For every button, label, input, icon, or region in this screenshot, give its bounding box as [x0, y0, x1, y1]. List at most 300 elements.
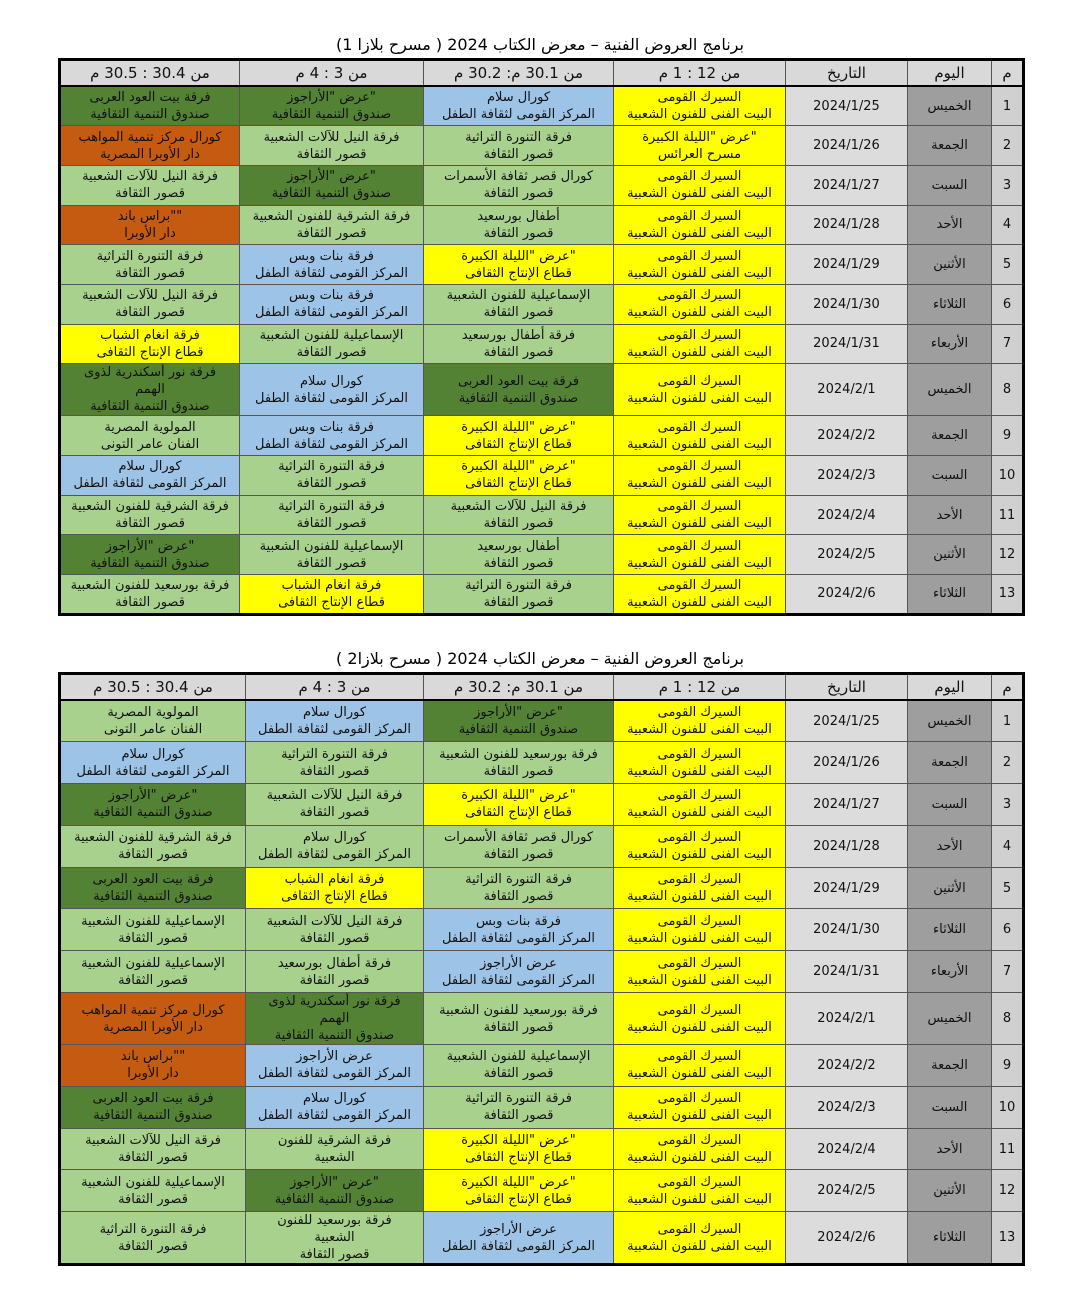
performance-cell [240, 86, 424, 126]
performance-organizer: البيت الفنى للفنون الشعبية [627, 305, 772, 321]
performance-name: فرقة انغام الشباب [284, 872, 385, 888]
performance-organizer: قصور الثقافة [115, 186, 185, 202]
performance-organizer: دار الأوبرا [127, 1066, 179, 1082]
performance-name: فرقة بنات وبس [288, 288, 375, 304]
performance-organizer: البيت الفنى للفنون الشعبية [627, 390, 772, 406]
performance-cell [60, 456, 240, 496]
header-date: التاريخ [786, 674, 908, 701]
performance-cell [614, 784, 786, 826]
schedule-title: برنامج العروض الفنية – معرض الكتاب 2024 ( مسرح بلازا 1) [336, 35, 744, 54]
row-number: 4 [992, 205, 1024, 245]
performance-name: فرقة التنورة التراثية [465, 577, 572, 593]
performance-name: "عرض "الليلة الكبيرة [461, 459, 576, 475]
header-time-1: من 12 : 1 م [614, 60, 786, 87]
performance-organizer: المركز القومى لثقافة الطفل [442, 1238, 595, 1254]
performance-cell [614, 1045, 786, 1087]
row-day: السبت [908, 456, 992, 496]
header-num: م [992, 674, 1024, 701]
performance-name: فرقة الشرقية للفنون الشعبية [74, 830, 232, 846]
performance-cell [424, 825, 614, 867]
row-day: الثلاثاء [908, 575, 992, 615]
performance-organizer: قطاع الإنتاج الثقافى [465, 805, 572, 821]
performance-name: السيرك القومى [657, 830, 742, 846]
performance-organizer: قصور الثقافة [296, 516, 367, 532]
performance-name: فرقة بيت العود العربى [92, 872, 214, 888]
performance-organizer: قصور الثقافة [299, 1247, 370, 1263]
performance-organizer: قصور الثقافة [296, 225, 367, 241]
schedule-row [60, 1086, 1024, 1128]
schedule-row [60, 867, 1024, 909]
schedule-title: برنامج العروض الفنية – معرض الكتاب 2024 ( مسرح بلازا2 ) [336, 649, 744, 668]
performance-cell [424, 909, 614, 951]
performance-organizer: قصور الثقافة [115, 594, 185, 610]
row-day: الجمعة [908, 416, 992, 456]
performance-organizer: البيت الفنى للفنون الشعبية [627, 1066, 772, 1082]
performance-cell [614, 867, 786, 909]
performance-name: كورال سلام [302, 1091, 367, 1107]
performance-organizer: قصور الثقافة [483, 594, 554, 610]
row-date: 2024/1/28 [786, 825, 908, 867]
performance-organizer: المركز القومى لثقافة الطفل [255, 390, 408, 406]
performance-organizer: البيت الفنى للفنون الشعبية [627, 225, 772, 241]
performance-name: فرقة الشرقية للفنون الشعبية [252, 208, 411, 224]
performance-cell [424, 1086, 614, 1128]
performance-name: فرقة بنات وبس [288, 248, 375, 264]
performance-cell [246, 1128, 424, 1170]
performance-organizer: الفنان عامر التونى [100, 436, 200, 452]
performance-organizer: البيت الفنى للفنون الشعبية [627, 107, 772, 123]
performance-organizer: البيت الفنى للفنون الشعبية [627, 722, 772, 738]
performance-name: كورال سلام [486, 90, 551, 106]
performance-cell [614, 1086, 786, 1128]
performance-organizer: قصور الثقافة [483, 1108, 554, 1124]
performance-organizer: قصور الثقافة [118, 1150, 188, 1166]
row-date: 2024/1/26 [786, 742, 908, 784]
performance-organizer: قطاع الإنتاج الثقافى [465, 265, 572, 281]
performance-organizer: البيت الفنى للفنون الشعبية [627, 555, 772, 571]
performance-name: كورال سلام [299, 373, 364, 389]
performance-name: فرقة النيل للآلات الشعبية [266, 913, 403, 929]
performance-organizer: قطاع الإنتاج الثقافى [278, 594, 385, 610]
row-number: 3 [992, 165, 1024, 205]
performance-name: السيرك القومى [657, 288, 742, 304]
row-date: 2024/1/29 [786, 867, 908, 909]
schedule-block-plaza-1 [58, 34, 1022, 626]
performance-cell [60, 1170, 246, 1212]
performance-organizer: البيت الفنى للفنون الشعبية [627, 889, 772, 905]
performance-organizer: قصور الثقافة [118, 1191, 188, 1207]
performance-name: فرقة التنورة التراثية [465, 872, 572, 888]
performance-organizer: صندوق التنمية الثقافية [271, 107, 392, 123]
performance-organizer: المركز القومى لثقافة الطفل [255, 305, 408, 321]
performance-name: الإسماعيلية للفنون الشعبية [446, 1049, 591, 1065]
performance-organizer: الشعبية [314, 1150, 355, 1166]
performance-name: كورال مركز تنمية المواهب [78, 129, 222, 145]
performance-name: فرقة التنورة التراثية [278, 459, 385, 475]
row-number: 6 [992, 909, 1024, 951]
performance-cell [614, 825, 786, 867]
performance-name: أطفال بورسعيد [477, 538, 560, 554]
performance-name: فرقة أطفال بورسعيد [277, 955, 392, 971]
row-date: 2024/1/31 [786, 951, 908, 993]
performance-organizer: صندوق التنمية الثقافية [274, 1191, 395, 1207]
row-day: الأثنين [908, 535, 992, 575]
performance-cell [424, 456, 614, 496]
row-number: 13 [992, 575, 1024, 615]
performance-name: فرقة بورسعيد للفنون الشعبية [439, 746, 598, 762]
schedule-table [58, 58, 1025, 616]
performance-name: الإسماعيلية للفنون الشعبية [81, 955, 225, 971]
performance-organizer: دار الأوبرا [124, 225, 176, 241]
performance-organizer: صندوق التنمية الثقافية [93, 889, 213, 905]
row-day: الثلاثاء [908, 1212, 992, 1265]
performance-name: فرقة التنورة التراثية [465, 1091, 572, 1107]
performance-name: ""براس باند [117, 208, 183, 224]
row-date: 2024/2/6 [786, 1212, 908, 1265]
row-number: 12 [992, 1170, 1024, 1212]
performance-organizer: مسرح العرائس [657, 146, 742, 162]
performance-name: السيرك القومى [657, 373, 742, 389]
row-number: 8 [992, 364, 1024, 416]
performance-organizer: البيت الفنى للفنون الشعبية [627, 186, 772, 202]
header-time-2: من 30.1 م: 30.2 م [424, 674, 614, 701]
performance-name: "عرض "الليلة الكبيرة [461, 788, 576, 804]
performance-cell [424, 1212, 614, 1265]
header-date: التاريخ [786, 60, 908, 87]
performance-cell [246, 951, 424, 993]
schedule-row [60, 205, 1024, 245]
schedule-row [60, 324, 1024, 364]
performance-name: كورال مركز تنمية المواهب [81, 1002, 225, 1018]
schedule-row [60, 784, 1024, 826]
performance-name: الإسماعيلية للفنون الشعبية [81, 913, 225, 929]
row-day: السبت [908, 165, 992, 205]
row-number: 2 [992, 126, 1024, 166]
header-time-2: من 30.1 م: 30.2 م [424, 60, 614, 87]
performance-name: "عرض "الأراجوز [108, 788, 198, 804]
performance-organizer: صندوق التنمية الثقافية [271, 186, 392, 202]
performance-cell [614, 1128, 786, 1170]
performance-name: السيرك القومى [657, 169, 742, 185]
performance-organizer: صندوق التنمية الثقافية [458, 390, 579, 406]
performance-name: فرقة بورسعيد للفنون الشعبية [439, 1002, 598, 1018]
performance-organizer: البيت الفنى للفنون الشعبية [627, 1108, 772, 1124]
row-day: الخميس [908, 993, 992, 1045]
schedule-row [60, 126, 1024, 166]
performance-organizer: قصور الثقافة [483, 305, 554, 321]
schedule-body [60, 700, 1024, 1265]
performance-name: "عرض "الأراجوز [290, 1174, 379, 1190]
row-date: 2024/2/4 [786, 495, 908, 535]
row-day: الثلاثاء [908, 909, 992, 951]
performance-cell [614, 909, 786, 951]
performance-organizer: قطاع الإنتاج الثقافى [465, 436, 572, 452]
performance-organizer: المركز القومى لثقافة الطفل [258, 1108, 411, 1124]
performance-name: المولوية المصرية [104, 419, 196, 435]
performance-cell [60, 245, 240, 285]
performance-organizer: البيت الفنى للفنون الشعبية [627, 805, 772, 821]
performance-cell [60, 284, 240, 324]
performance-cell [240, 575, 424, 615]
performance-name: عرض الأراجوز [480, 1221, 557, 1237]
performance-cell [246, 1086, 424, 1128]
schedule-row [60, 825, 1024, 867]
schedule-row [60, 993, 1024, 1045]
header-day: اليوم [908, 674, 992, 701]
performance-cell [614, 1170, 786, 1212]
performance-cell [614, 126, 786, 166]
performance-cell [240, 126, 424, 166]
performance-cell [246, 742, 424, 784]
performance-organizer: قصور الثقافة [299, 763, 370, 779]
row-day: الأحد [908, 495, 992, 535]
row-number: 6 [992, 284, 1024, 324]
performance-cell [614, 495, 786, 535]
performance-cell [614, 700, 786, 742]
performance-cell [424, 86, 614, 126]
performance-organizer: البيت الفنى للفنون الشعبية [627, 1191, 772, 1207]
header-row [60, 674, 1024, 701]
performance-organizer: المركز القومى لثقافة الطفل [258, 1066, 411, 1082]
performance-name: فرقة التنورة التراثية [96, 248, 204, 264]
performance-name: فرقة الشرقية للفنون [277, 1133, 392, 1149]
performance-cell [60, 495, 240, 535]
performance-organizer: قصور الثقافة [483, 555, 554, 571]
performance-organizer: قصور الثقافة [483, 516, 554, 532]
schedule-row [60, 1212, 1024, 1265]
performance-cell [246, 867, 424, 909]
performance-name: السيرك القومى [657, 327, 742, 343]
schedule-row [60, 535, 1024, 575]
performance-name: كورال سلام [302, 705, 367, 721]
performance-name: فرقة الشرقية للفنون الشعبية [71, 499, 229, 515]
schedule-row [60, 742, 1024, 784]
row-day: الأربعاء [908, 951, 992, 993]
header-time-3: من 3 : 4 م [246, 674, 424, 701]
row-date: 2024/1/26 [786, 126, 908, 166]
performance-organizer: قطاع الإنتاج الثقافى [465, 1150, 572, 1166]
performance-cell [246, 993, 424, 1045]
performance-cell [424, 416, 614, 456]
performance-cell [614, 86, 786, 126]
performance-name: فرقة بنات وبس [475, 913, 562, 929]
performance-name: فرقة أطفال بورسعيد [461, 327, 576, 343]
row-day: الجمعة [908, 742, 992, 784]
performance-name: "عرض "الليلة الكبيرة [461, 419, 576, 435]
row-number: 1 [992, 700, 1024, 742]
performance-cell [60, 575, 240, 615]
performance-name: السيرك القومى [657, 459, 742, 475]
performance-cell [614, 951, 786, 993]
performance-organizer: البيت الفنى للفنون الشعبية [627, 972, 772, 988]
schedule-row [60, 909, 1024, 951]
performance-name: الإسماعيلية للفنون الشعبية [259, 538, 404, 554]
row-day: الأربعاء [908, 324, 992, 364]
performance-organizer: قصور الثقافة [483, 225, 554, 241]
performance-cell [614, 245, 786, 285]
row-date: 2024/2/5 [786, 535, 908, 575]
row-number: 5 [992, 867, 1024, 909]
row-date: 2024/2/5 [786, 1170, 908, 1212]
row-day: الخميس [908, 364, 992, 416]
performance-organizer: قصور الثقافة [483, 847, 554, 863]
header-row [60, 60, 1024, 87]
performance-cell [246, 1212, 424, 1265]
performance-cell [246, 1170, 424, 1212]
performance-organizer: دار الأوبرا المصرية [100, 146, 200, 162]
performance-cell [240, 205, 424, 245]
row-day: الأثنين [908, 867, 992, 909]
performance-cell [424, 1128, 614, 1170]
row-number: 4 [992, 825, 1024, 867]
performance-name: فرقة النيل للآلات الشعبية [85, 1133, 221, 1149]
performance-name: عرض الأراجوز [480, 955, 557, 971]
header-day: اليوم [908, 60, 992, 87]
performance-cell [246, 1045, 424, 1087]
row-date: 2024/1/27 [786, 165, 908, 205]
performance-cell [60, 825, 246, 867]
performance-organizer: قصور الثقافة [118, 930, 188, 946]
performance-organizer: البيت الفنى للفنون الشعبية [627, 516, 772, 532]
performance-name: الإسماعيلية للفنون الشعبية [446, 288, 591, 304]
performance-name: السيرك القومى [657, 913, 742, 929]
performance-name: المولوية المصرية [107, 705, 199, 721]
performance-organizer: صندوق التنمية الثقافية [90, 555, 210, 571]
performance-organizer: الفنان عامر التونى [103, 722, 203, 738]
performance-cell [240, 284, 424, 324]
performance-name: "عرض "الأراجوز [287, 90, 376, 106]
performance-cell [240, 324, 424, 364]
performance-cell [60, 165, 240, 205]
row-day: الجمعة [908, 126, 992, 166]
row-date: 2024/1/30 [786, 284, 908, 324]
performance-cell [614, 284, 786, 324]
performance-organizer: صندوق التنمية الثقافية [93, 1108, 213, 1124]
row-day: السبت [908, 1086, 992, 1128]
performance-organizer: البيت الفنى للفنون الشعبية [627, 930, 772, 946]
row-number: 9 [992, 416, 1024, 456]
row-day: الخميس [908, 86, 992, 126]
performance-organizer: البيت الفنى للفنون الشعبية [627, 344, 772, 360]
performance-cell [424, 165, 614, 205]
performance-organizer: قصور الثقافة [115, 305, 185, 321]
row-date: 2024/2/1 [786, 364, 908, 416]
performance-organizer: قطاع الإنتاج الثقافى [281, 889, 388, 905]
schedule-row [60, 284, 1024, 324]
performance-organizer: المركز القومى لثقافة الطفل [258, 722, 411, 738]
schedule-row [60, 416, 1024, 456]
performance-organizer: المركز القومى لثقافة الطفل [442, 930, 595, 946]
performance-cell [424, 1045, 614, 1087]
performance-name: فرقة النيل للآلات الشعبية [82, 288, 218, 304]
performance-name: فرقة بورسعيد للفنون الشعبية [70, 577, 230, 593]
row-day: الأحد [908, 205, 992, 245]
row-number: 3 [992, 784, 1024, 826]
row-date: 2024/2/1 [786, 993, 908, 1045]
row-day: الجمعة [908, 1045, 992, 1087]
performance-cell [424, 364, 614, 416]
row-date: 2024/2/6 [786, 575, 908, 615]
row-date: 2024/2/4 [786, 1128, 908, 1170]
performance-organizer: قطاع الإنتاج الثقافى [465, 476, 572, 492]
performance-organizer: المركز القومى لثقافة الطفل [73, 476, 227, 492]
row-day: الأثنين [908, 245, 992, 285]
performance-name: فرقة نور أسكندرية لذوى [268, 994, 401, 1010]
performance-name: فرقة بيت العود العربى [92, 1091, 214, 1107]
row-day: الأحد [908, 825, 992, 867]
row-number: 1 [992, 86, 1024, 126]
performance-cell [424, 126, 614, 166]
performance-name: فرقة التنورة التراثية [465, 129, 572, 145]
performance-name: كورال قصر ثقافة الأسمرات [443, 169, 594, 185]
performance-organizer: قطاع الإنتاج الثقافى [96, 344, 204, 360]
row-date: 2024/2/2 [786, 416, 908, 456]
performance-organizer: قصور الثقافة [483, 146, 554, 162]
performance-organizer: صندوق التنمية الثقافية [93, 805, 213, 821]
performance-cell [240, 535, 424, 575]
performance-cell [614, 742, 786, 784]
performance-name: أطفال بورسعيد [477, 208, 560, 224]
performance-cell [614, 205, 786, 245]
performance-cell [60, 742, 246, 784]
performance-cell [246, 784, 424, 826]
performance-name: كورال سلام [121, 746, 185, 762]
row-number: 2 [992, 742, 1024, 784]
performance-cell [614, 535, 786, 575]
schedule-row [60, 165, 1024, 205]
performance-organizer: قصور الثقافة [115, 516, 185, 532]
performance-organizer: قصور الثقافة [483, 186, 554, 202]
row-number: 12 [992, 535, 1024, 575]
performance-organizer: قصور الثقافة [483, 889, 554, 905]
performance-organizer: قصور الثقافة [296, 146, 367, 162]
performance-cell [240, 364, 424, 416]
performance-organizer: صندوق التنمية الثقافية [274, 1028, 395, 1044]
performance-cell [60, 86, 240, 126]
performance-cell [60, 416, 240, 456]
performance-name: السيرك القومى [657, 1002, 742, 1018]
row-day: السبت [908, 784, 992, 826]
performance-cell [60, 324, 240, 364]
performance-name: السيرك القومى [657, 955, 742, 971]
performance-organizer: قصور الثقافة [296, 344, 367, 360]
row-date: 2024/1/25 [786, 700, 908, 742]
performance-organizer: البيت الفنى للفنون الشعبية [627, 763, 772, 779]
performance-name: "عرض "الليلة الكبيرة [461, 1133, 576, 1149]
performance-name: عرض الأراجوز [296, 1049, 373, 1065]
schedule-row [60, 951, 1024, 993]
performance-cell [424, 324, 614, 364]
performance-cell [60, 993, 246, 1045]
performance-name: فرقة التنورة التراثية [99, 1221, 207, 1237]
performance-name: الهمم [319, 1011, 350, 1027]
performance-cell [240, 165, 424, 205]
performance-name: السيرك القومى [657, 208, 742, 224]
performance-cell [614, 165, 786, 205]
performance-cell [60, 535, 240, 575]
header-num: م [992, 60, 1024, 87]
performance-organizer: المركز القومى لثقافة الطفل [255, 436, 408, 452]
performance-cell [246, 825, 424, 867]
performance-cell [240, 416, 424, 456]
performance-cell [60, 1086, 246, 1128]
performance-organizer: المركز القومى لثقافة الطفل [255, 265, 408, 281]
row-number: 11 [992, 495, 1024, 535]
performance-cell [424, 245, 614, 285]
performance-name: السيرك القومى [657, 1133, 742, 1149]
performance-organizer: قصور الثقافة [483, 1066, 554, 1082]
performance-cell [60, 205, 240, 245]
